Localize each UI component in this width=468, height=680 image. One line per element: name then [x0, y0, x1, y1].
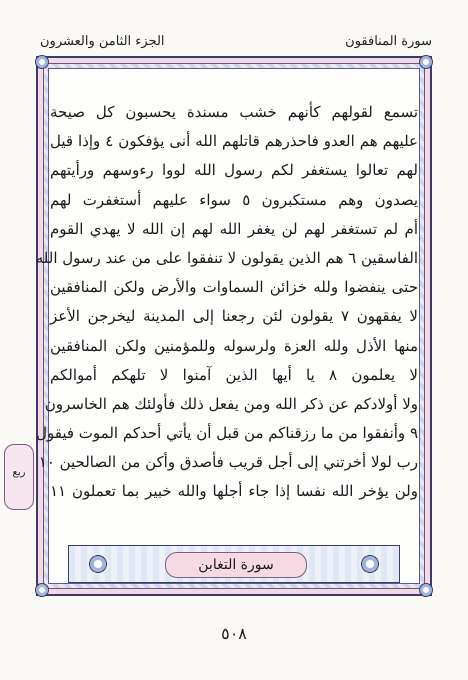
text-line: ٩ وأنفقوا من ما رزقناكم من قبل أن يأتي أحدكم الموت فيقول	[36, 424, 418, 443]
text-line: لهم تعالوا يستغفر لكم رسول الله لووا رءوسهم ورأيتهم	[50, 161, 418, 180]
juz-title: الجزء الثامن والعشرون	[40, 34, 165, 49]
text-line: رب لولا أخرتني إلى أجل قريب فأصدق وأكن من الصالحين ١٠	[38, 453, 418, 472]
text-line: منها الأذل ولله العزة ولرسوله وللمؤمنين ولكن المنافقين	[50, 336, 418, 355]
text-line: لا يفقهون ٧ يقولون لئن رجعنا إلى المدينة ليخرجن الأعز	[50, 307, 418, 326]
text-line: الفاسقين ٦ هم الذين يقولون لا تنفقوا على من عند رسول الله	[35, 248, 418, 267]
text-line: تسمع لقولهم كأنهم خشب مسندة يحسبون كل صيحة	[50, 103, 418, 121]
text-line: لا يعلمون ٨ يا أيها الذين آمنوا لا تلهكم أموالكم	[50, 365, 418, 384]
text-line: ولن يؤخر الله نفسا إذا جاء أجلها والله خبير بما تعملون ١١	[50, 482, 418, 501]
page-header	[0, 0, 468, 56]
text-line: أم لم تستغفر لهم لن يغفر الله لهم إن الله لا يهدي القوم	[50, 219, 418, 238]
text-line: عليهم هم العدو فاحذرهم قاتلهم الله أنى يؤفكون ٤ وإذا قيل	[50, 132, 418, 151]
page-number: ٥٠٨	[221, 624, 247, 643]
text-line: ولا أولادكم عن ذكر الله ومن يفعل ذلك فأولئك هم الخاسرون	[44, 394, 418, 413]
corner-medallion-icon	[35, 55, 49, 69]
medallion-icon	[87, 553, 109, 575]
surah-banner	[68, 545, 400, 583]
surah-title: سورة المنافقون	[345, 34, 432, 49]
text-line: يصدون وهم مستكبرون ٥ سواء عليهم أستغفرت لهم	[50, 190, 419, 209]
corner-medallion-icon	[35, 583, 49, 597]
verse-text-block	[35, 98, 419, 538]
corner-medallion-icon	[419, 55, 433, 69]
medallion-icon	[359, 553, 381, 575]
surah-banner-title: سورة التغابن	[165, 552, 307, 578]
corner-medallion-icon	[419, 583, 433, 597]
text-line: حتى ينفضوا ولله خزائن السماوات والأرض ولكن المنافقين	[50, 278, 418, 297]
rub-marker-label: ربع	[12, 467, 26, 478]
rub-marker	[4, 444, 34, 510]
